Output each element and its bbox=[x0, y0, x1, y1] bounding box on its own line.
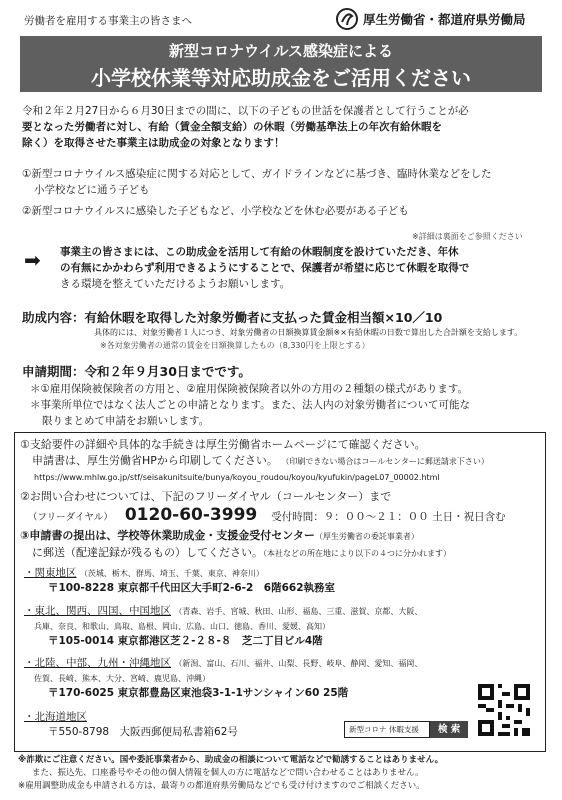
tel-number[interactable]: 0120-60-3999 bbox=[124, 505, 258, 525]
appeal-line: きる環境を整えていただけるようお願いします。 bbox=[60, 278, 291, 290]
search-input[interactable]: 新型コロナ 休暇支援 bbox=[344, 721, 430, 738]
region-hokuriku-kyushu bbox=[24, 656, 464, 701]
footer-line: ※雇用調整助成金も申請される方は、最寄りの都道府県労働局などでも受け付けますのでご相談ください。 bbox=[18, 781, 425, 791]
info-note: （厚生労働省の委託事業者） bbox=[314, 532, 419, 541]
info-line: ①支給要件の詳細や具体的な手続きは厚生労働省ホームページにて確認ください。 bbox=[20, 438, 426, 451]
intro-paragraph bbox=[22, 103, 546, 151]
condition-item: ②新型コロナウイルスに感染した子どもなど、小学校などを休む必要がある子ども bbox=[22, 205, 409, 217]
region-address: 〒105-0014 東京都港区芝２-２８-８ 芝二丁目ビル4階 bbox=[48, 635, 323, 647]
info-line: 申請書は、厚生労働省HPから印刷してください。 bbox=[32, 454, 278, 467]
tel-label: （フリーダイヤル） bbox=[28, 512, 113, 523]
issuer-logo bbox=[336, 8, 526, 30]
region-prefs: （新潟、富山、石川、福井、山梨、長野、岐阜、静岡、愛知、福岡、 bbox=[174, 659, 423, 668]
tel-hours: 受付時間：９：００～２１：００ 土日・祝日含む bbox=[271, 511, 506, 523]
amount-note: ※各対象労働者の通常の賃金を日額換算したもの（8,330円を上限とする） bbox=[100, 341, 370, 350]
period-note: ＊事業所単位ではなく法人ごとの申請となります。また、法人内の対象労働者について可能な bbox=[30, 399, 470, 411]
banner-line2: 小学校休業等対応助成金をご活用ください bbox=[91, 66, 471, 90]
title-banner bbox=[20, 36, 542, 92]
detail-note: ※詳細は裏面をご参照ください bbox=[412, 232, 523, 241]
region-prefs: （茨城、栃木、群馬、埼玉、千葉、東京、神奈川） bbox=[79, 569, 264, 578]
region-address: 〒170-6025 東京都豊島区東池袋3-1-1サンシャイン60 25階 bbox=[48, 687, 349, 699]
conditions bbox=[22, 166, 546, 219]
region-name: ・北海道地区 bbox=[24, 711, 87, 723]
mhlw-url-link[interactable]: https://www.mhlw.go.jp/stf/seisakunitsuite/bunya/koyou_roudou/koyou/kyufukin/pageL07_00002.html bbox=[34, 473, 440, 482]
qr-code[interactable] bbox=[478, 684, 530, 740]
amount-row bbox=[22, 308, 442, 326]
info-note: （本社などの所在地により以下の４つに分かれます） bbox=[263, 549, 451, 558]
period-note: ＊①雇用保険被保険者の方用と、②雇用保険被保険者以外の方用の２種類の様式があります。 bbox=[30, 383, 468, 395]
period-label: 申請期間： bbox=[22, 364, 85, 379]
amount-value: 有給休暇を取得した対象労働者に支払った賃金相当額×10／10 bbox=[84, 310, 443, 325]
appeal-line: の有無にかかわらず利用できるようにすることで、保護者が希望に応じて休暇を取得で bbox=[60, 262, 470, 274]
banner-line1: 新型コロナウイルス感染症による bbox=[168, 42, 394, 60]
region-name: ・東北、関西、四国、中国地区 bbox=[24, 605, 171, 617]
intro-line: 令和２年２月27日から６月30日までの間に、以下の子どもの世話を保護者として行うことが必 bbox=[22, 105, 469, 117]
tel-row bbox=[28, 505, 506, 525]
region-prefs: 佐賀、長崎、熊本、大分、宮崎、鹿児島、沖縄） bbox=[34, 674, 210, 683]
footer-notes bbox=[18, 754, 548, 793]
region-hokkaido bbox=[24, 710, 354, 740]
intro-line: 要となった労働者に対し、有給（賃金全額支給）の休暇（労働基準法上の年次有給休暇を bbox=[22, 121, 442, 133]
region-address: 〒100-8228 東京都千代田区大手町2-6-2 6階662執務室 bbox=[48, 582, 336, 594]
region-address: 〒550-8798 大阪西郵便局私書箱62号 bbox=[48, 726, 238, 738]
audience-label: 労働者を雇用する事業主の皆さまへ bbox=[24, 15, 192, 27]
period-notes bbox=[30, 381, 546, 429]
region-prefs: 兵庫、奈良、和歌山、鳥取、島根、岡山、広島、山口、徳島、香川、愛媛、高知） bbox=[34, 622, 330, 631]
arrow-icon: ➡ bbox=[24, 248, 41, 272]
condition-item: 小学校などに通う子ども bbox=[34, 184, 150, 196]
info-line: ②お問い合わせについては、下記のフリーダイヤル（コールセンター）まで bbox=[20, 490, 392, 503]
amount-label: 助成内容： bbox=[22, 310, 85, 325]
search-bar bbox=[344, 721, 468, 738]
period-note: 限りまとめて申請をお願いします。 bbox=[42, 415, 210, 427]
appeal-line: 事業主の皆さまには、この助成金を活用して有給の休暇制度を設けていただき、年休 bbox=[60, 246, 459, 258]
region-prefs: （青森、岩手、宮城、秋田、山形、福島、三重、滋賀、京都、大阪、 bbox=[174, 607, 423, 616]
amount-note: 具体的には、対象労働者１人につき、対象労働者の日額換算賃金額※×有給休暇の日数で算出した合計額を支給します。 bbox=[94, 328, 523, 337]
qr-code-icon bbox=[478, 684, 530, 736]
info-line: ③申請書の提出は、学校等休業助成金・支援金受付センター bbox=[20, 529, 315, 542]
region-name: ・北陸、中部、九州・沖縄地区 bbox=[24, 657, 171, 669]
info-note: （印刷できない場合はコールセンターに郵送請求下さい） bbox=[281, 457, 489, 466]
region-name: ・関東地区 bbox=[24, 567, 77, 579]
info-line: に郵送（配達記録が残るもの）してください。 bbox=[32, 546, 263, 559]
footer-line: ※詐欺にご注意ください。国や委託事業者から、助成金の相談について電話などで勧誘することはありません。 bbox=[18, 755, 444, 765]
region-kanto bbox=[24, 566, 542, 596]
info-block-1 bbox=[20, 437, 540, 470]
footer-line: また、振込先、口座番号やその他の個人情報を個人の方に電話などで問い合わせることはありません。 bbox=[32, 768, 424, 778]
issuer-name: 厚生労働省・都道府県労働局 bbox=[363, 12, 526, 27]
period-row bbox=[22, 362, 251, 380]
search-button[interactable]: 検 索 bbox=[430, 721, 468, 738]
mhlw-logo-icon bbox=[336, 8, 358, 30]
info-block-3 bbox=[20, 528, 542, 562]
appeal-paragraph bbox=[60, 244, 546, 292]
period-value: 令和２年９月30日までです。 bbox=[84, 364, 251, 379]
region-tohoku-kansai bbox=[24, 604, 542, 649]
intro-line: 除く）を取得させた事業主は助成金の対象となります！ bbox=[22, 137, 285, 149]
condition-item: ①新型コロナウイルス感染症に関する対応として、ガイドラインなどに基づき、臨時休業などをした bbox=[22, 168, 492, 180]
